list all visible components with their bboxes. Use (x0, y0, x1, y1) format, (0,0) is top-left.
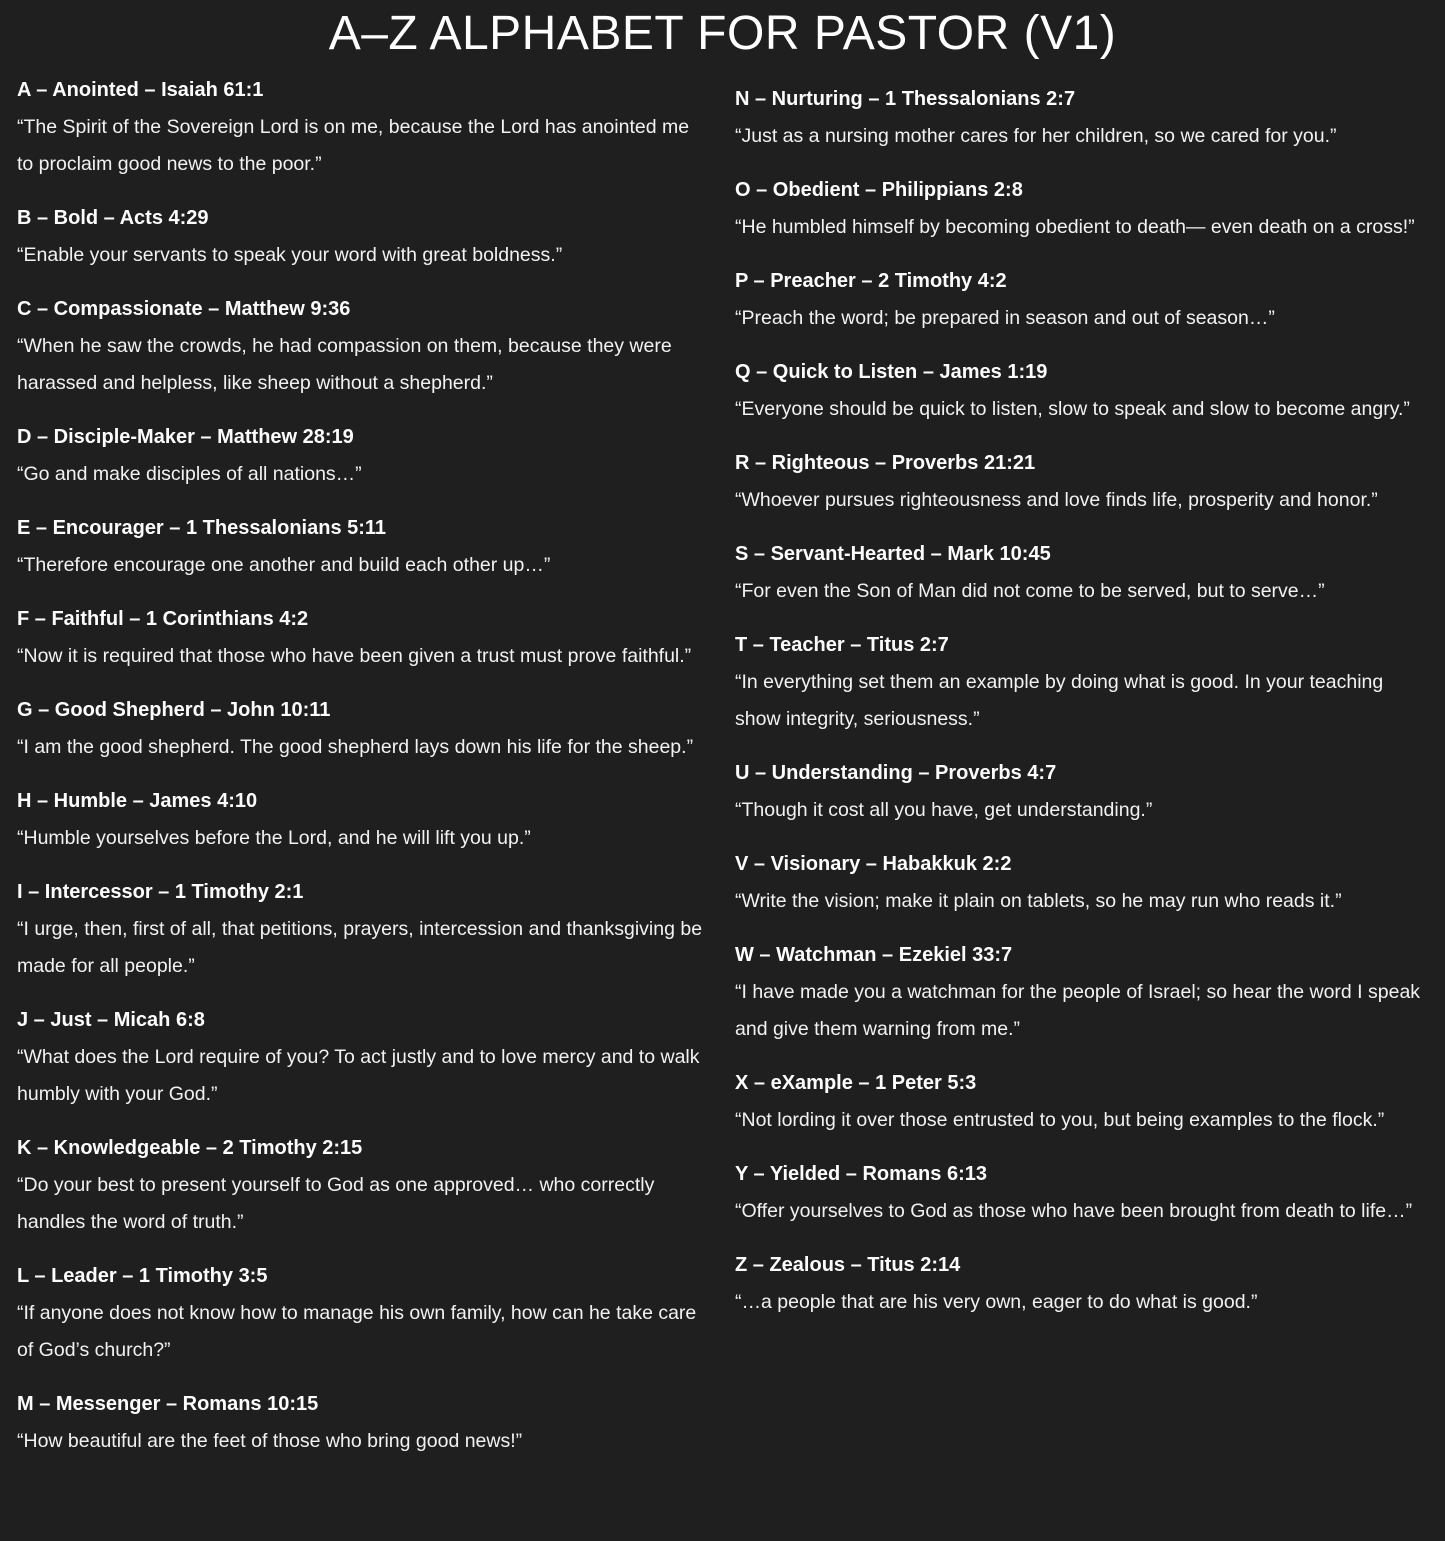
entry-heading: X – eXample – 1 Peter 5:3 (735, 1072, 977, 1094)
entry-heading: L – Leader – 1 Timothy 3:5 (17, 1265, 268, 1287)
entry-heading: V – Visionary – Habakkuk 2:2 (735, 853, 1012, 875)
entry-heading: E – Encourager – 1 Thessalonians 5:11 (17, 517, 387, 539)
alphabet-entry (735, 354, 1423, 428)
entry-heading: Z – Zealous – Titus 2:14 (735, 1254, 961, 1276)
entry-heading: B – Bold – Acts 4:29 (17, 207, 209, 229)
alphabet-entry (735, 627, 1423, 738)
alphabet-entry (735, 755, 1423, 829)
alphabet-entry (17, 419, 705, 493)
alphabet-entry (17, 783, 705, 857)
alphabet-entry (735, 1247, 1423, 1321)
alphabet-entry (17, 692, 705, 766)
alphabet-entry (735, 846, 1423, 920)
entry-quote: “Though it cost all you have, get understanding.” (735, 799, 1153, 821)
alphabet-entry (735, 1156, 1423, 1230)
entry-heading: G – Good Shepherd – John 10:11 (17, 699, 331, 721)
entry-quote: “In everything set them an example by doing what is good. In your teaching show integrity, seriousness.” (735, 671, 1384, 730)
entry-quote: “…a people that are his very own, eager to do what is good.” (735, 1291, 1258, 1313)
entry-quote: “Everyone should be quick to listen, slow to speak and slow to become angry.” (735, 398, 1410, 420)
alphabet-entry (17, 291, 705, 402)
entry-quote: “Write the vision; make it plain on tablets, so he may run who reads it.” (735, 890, 1342, 912)
alphabet-entry (735, 81, 1423, 155)
entry-quote: “How beautiful are the feet of those who bring good news!” (17, 1430, 523, 1452)
entry-heading: W – Watchman – Ezekiel 33:7 (735, 944, 1013, 966)
entry-heading: Y – Yielded – Romans 6:13 (735, 1163, 987, 1185)
page-title: A–Z ALPHABET FOR PASTOR (V1) (328, 7, 1117, 60)
entry-quote: “He humbled himself by becoming obedient to death— even death on a cross!” (735, 216, 1415, 238)
entry-quote: “What does the Lord require of you? To act justly and to love mercy and to walk humbly with your God.” (17, 1046, 700, 1105)
entry-quote: “Preach the word; be prepared in season and out of season…” (735, 307, 1275, 329)
entry-quote: “Not lording it over those entrusted to you, but being examples to the flock.” (735, 1109, 1385, 1131)
alphabet-entry (17, 601, 705, 675)
entry-quote: “For even the Son of Man did not come to be served, but to serve…” (735, 580, 1325, 602)
two-column-layout (0, 72, 1445, 1477)
entry-quote: “When he saw the crowds, he had compassion on them, because they were harassed and helpless, like sheep without a shepherd.” (17, 335, 672, 394)
entry-heading: K – Knowledgeable – 2 Timothy 2:15 (17, 1137, 363, 1159)
alphabet-entry (735, 1065, 1423, 1139)
entry-heading: R – Righteous – Proverbs 21:21 (735, 452, 1036, 474)
entry-quote: “I urge, then, first of all, that petitions, prayers, intercession and thanksgiving be made for all people.” (17, 918, 703, 977)
entry-quote: “If anyone does not know how to manage his own family, how can he take care of God’s church?” (17, 1302, 697, 1361)
entry-heading: D – Disciple-Maker – Matthew 28:19 (17, 426, 354, 448)
entry-quote: “I have made you a watchman for the people of Israel; so hear the word I speak and give them warning from me.” (735, 981, 1421, 1040)
alphabet-entry (17, 1130, 705, 1241)
entry-heading: M – Messenger – Romans 10:15 (17, 1393, 319, 1415)
entry-heading: C – Compassionate – Matthew 9:36 (17, 298, 351, 320)
entry-quote: “Just as a nursing mother cares for her children, so we cared for you.” (735, 125, 1337, 147)
alphabet-entry (17, 1258, 705, 1369)
alphabet-entry (17, 200, 705, 274)
alphabet-entry (17, 874, 705, 985)
alphabet-entry (735, 172, 1423, 246)
left-column (17, 72, 705, 1477)
entry-quote: “The Spirit of the Sovereign Lord is on me, because the Lord has anointed me to proclaim good news to the poor.” (17, 116, 690, 175)
entry-heading: S – Servant-Hearted – Mark 10:45 (735, 543, 1051, 565)
entry-quote: “Offer yourselves to God as those who have been brought from death to life…” (735, 1200, 1413, 1222)
entry-heading: T – Teacher – Titus 2:7 (735, 634, 949, 656)
alphabet-entry (17, 510, 705, 584)
entry-heading: O – Obedient – Philippians 2:8 (735, 179, 1023, 201)
entry-heading: Q – Quick to Listen – James 1:19 (735, 361, 1048, 383)
alphabet-entry (735, 937, 1423, 1048)
entry-heading: F – Faithful – 1 Corinthians 4:2 (17, 608, 309, 630)
entry-quote: “Do your best to present yourself to God as one approved… who correctly handles the word of truth.” (17, 1174, 655, 1233)
entry-heading: I – Intercessor – 1 Timothy 2:1 (17, 881, 304, 903)
entry-quote: “Whoever pursues righteousness and love finds life, prosperity and honor.” (735, 489, 1378, 511)
alphabet-entry (735, 445, 1423, 519)
entry-heading: A – Anointed – Isaiah 61:1 (17, 79, 264, 101)
entry-heading: J – Just – Micah 6:8 (17, 1009, 205, 1031)
entry-heading: H – Humble – James 4:10 (17, 790, 258, 812)
alphabet-entry (735, 263, 1423, 337)
alphabet-entry (17, 1002, 705, 1113)
entry-heading: U – Understanding – Proverbs 4:7 (735, 762, 1057, 784)
entry-quote: “Humble yourselves before the Lord, and he will lift you up.” (17, 827, 531, 849)
entry-heading: P – Preacher – 2 Timothy 4:2 (735, 270, 1007, 292)
entry-quote: “I am the good shepherd. The good shepherd lays down his life for the sheep.” (17, 736, 694, 758)
alphabet-entry (17, 72, 705, 183)
right-column (735, 72, 1423, 1477)
entry-quote: “Now it is required that those who have been given a trust must prove faithful.” (17, 645, 692, 667)
alphabet-entry (17, 1386, 705, 1460)
entry-quote: “Enable your servants to speak your word with great boldness.” (17, 244, 563, 266)
entry-quote: “Therefore encourage one another and build each other up…” (17, 554, 551, 576)
entry-quote: “Go and make disciples of all nations…” (17, 463, 362, 485)
alphabet-entry (735, 536, 1423, 610)
entry-heading: N – Nurturing – 1 Thessalonians 2:7 (735, 88, 1076, 110)
